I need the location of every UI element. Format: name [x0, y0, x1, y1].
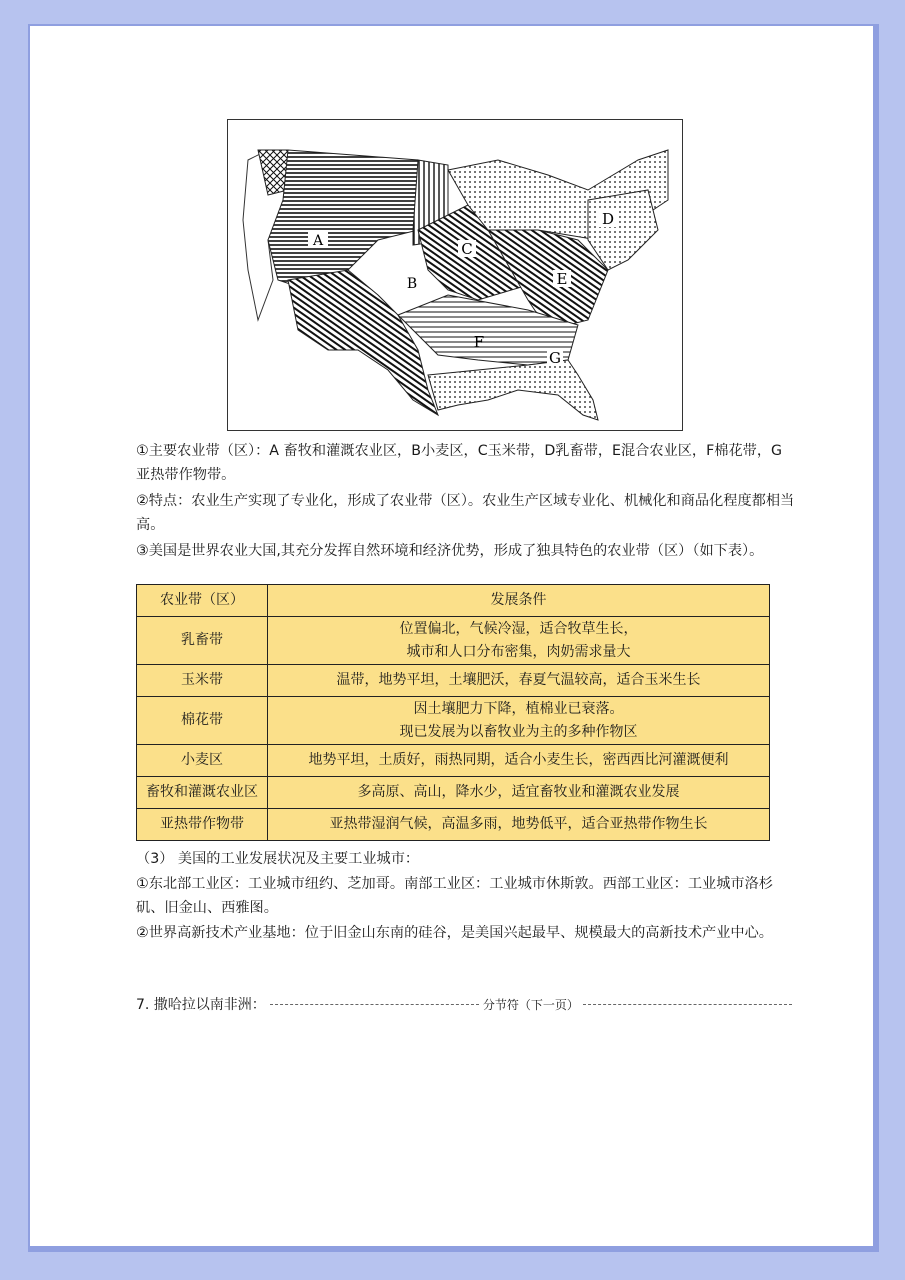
- condition-line: 位置偏北，气候冷湿，适合牧草生长，: [399, 620, 638, 637]
- agriculture-belt-table: [136, 584, 770, 841]
- table-row: [137, 697, 770, 745]
- document-page: [28, 24, 879, 1252]
- belt-conditions: [268, 617, 770, 665]
- table-header-row: [137, 585, 770, 617]
- map-label-e: E: [556, 270, 568, 288]
- belt-conditions: 地势平坦，土质好，雨热同期，适合小麦生长，密西西比河灌溉便利: [268, 745, 770, 777]
- section-7: [136, 994, 796, 1014]
- condition-line: 因土壤肥力下降，植棉业已衰落。: [413, 700, 624, 717]
- map-label-b: B: [406, 276, 418, 292]
- belt-name: 乳畜带: [137, 617, 268, 665]
- map-label-f: F: [473, 333, 485, 351]
- intro-us-agriculture: ③美国是世界农业大国,其充分发挥自然环境和经济优势，形成了独具特色的农业带（区）（如下表）。: [136, 543, 764, 559]
- section-break-line: [583, 1004, 792, 1005]
- belt-name: 玉米带: [137, 665, 268, 697]
- map-label-d: D: [601, 210, 615, 228]
- section-break-label: 分节符（下一页）: [482, 997, 579, 1012]
- belt-name: 小麦区: [137, 745, 268, 777]
- condition-line: 城市和人口分布密集，肉奶需求量大: [406, 643, 631, 660]
- map-label-c: C: [461, 240, 473, 258]
- belt-name: 棉花带: [137, 697, 268, 745]
- header-conditions: 发展条件: [268, 585, 770, 617]
- belt-name: 亚热带作物带: [137, 809, 268, 841]
- intro-belts: ①主要农业带（区）：A 畜牧和灌溉农业区，B小麦区，C玉米带，D乳畜带，E混合农业区，F棉花带，G亚热带作物带。: [136, 443, 783, 483]
- belt-conditions: 亚热带湿润气候，高温多雨，地势低平，适合亚热带作物生长: [268, 809, 770, 841]
- industry-silicon-valley: ②世界高新技术产业基地：位于旧金山东南的硅谷，是美国兴起最早、规模最大的高新技术产业中心。: [136, 925, 773, 941]
- belt-conditions: [268, 697, 770, 745]
- us-agriculture-map: [227, 119, 683, 431]
- header-belt: 农业带（区）: [137, 585, 268, 617]
- belt-name: 畜牧和灌溉农业区: [137, 777, 268, 809]
- table-row: [137, 665, 770, 697]
- table-row: [137, 745, 770, 777]
- condition-line: 现已发展为以畜牧业为主的多种作物区: [399, 723, 638, 740]
- intro-features: ②特点：农业生产实现了专业化，形成了农业带（区）。农业生产区域专业化、机械化和商品化程度都相当高。: [136, 493, 795, 533]
- industry-heading: （3） 美国的工业发展状况及主要工业城市：: [136, 851, 420, 867]
- belt-conditions: 多高原、高山，降水少，适宜畜牧业和灌溉农业发展: [268, 777, 770, 809]
- industry-regions: ①东北部工业区：工业城市纽约、芝加哥。南部工业区：工业城市休斯敦。西部工业区：工业城市洛杉矶、旧金山、西雅图。: [136, 876, 773, 916]
- section-break-line: [270, 1004, 479, 1005]
- map-label-a: A: [312, 233, 324, 249]
- belt-conditions: 温带，地势平坦，土壤肥沃，春夏气温较高，适合玉米生长: [268, 665, 770, 697]
- section-7-title: 7. 撒哈拉以南非洲：: [136, 997, 266, 1013]
- map-label-g: G: [549, 349, 561, 367]
- table-row: [137, 777, 770, 809]
- table-row: [137, 617, 770, 665]
- table-row: [137, 809, 770, 841]
